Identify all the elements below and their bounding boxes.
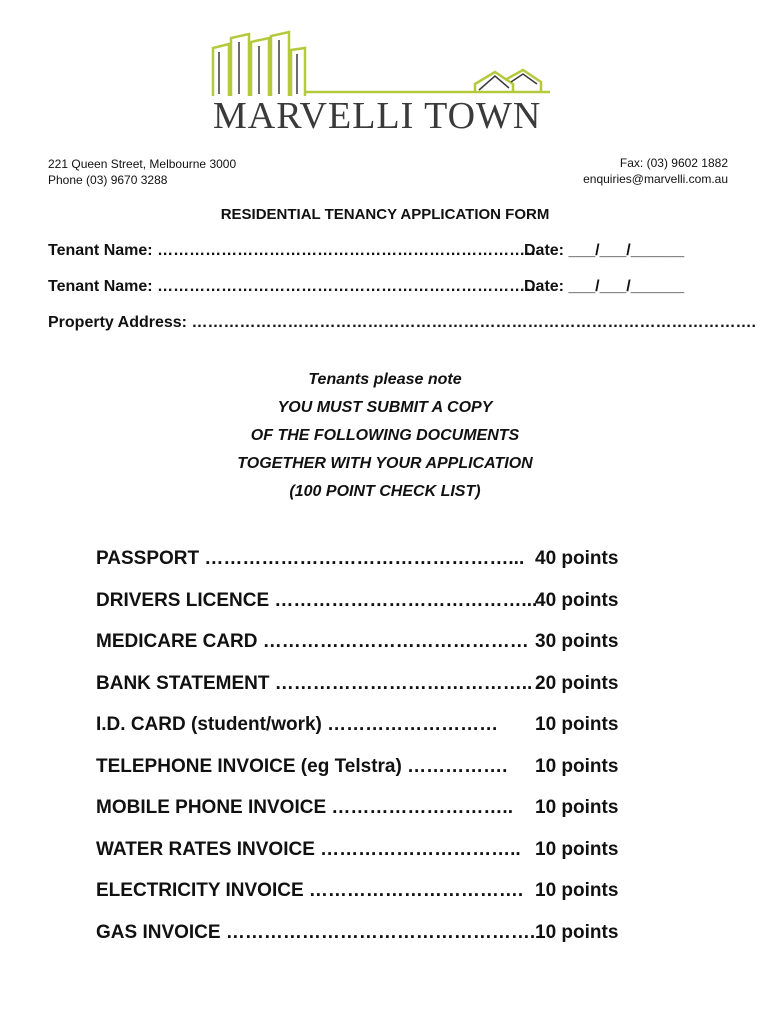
document-points: 40 points [535,548,619,569]
property-address-row [48,314,756,332]
document-points: 10 points [535,921,619,943]
tenant-note [0,366,770,506]
checklist-item [96,797,656,839]
marvelli-town-logo [205,30,565,140]
document-name: WATER RATES INVOICE ………………………….. [96,838,521,860]
tenant-name-field[interactable]: ……………………………………………………………… [157,242,542,259]
document-name: ELECTRICITY INVOICE ……………………………. [96,880,524,901]
contact-left [48,156,236,188]
checklist-item [96,631,656,673]
date-field[interactable]: Date: ___/___/______ [524,278,685,295]
tenant-name-label: Tenant Name: [48,278,153,295]
checklist-item [96,548,656,590]
note-line: Tenants please note [308,371,462,388]
fax-text: Fax: (03) 9602 1882 [619,156,728,170]
document-points: 10 points [535,838,619,860]
document-name: MEDICARE CARD …………………………………… [96,631,529,652]
document-name: PASSPORT …………………………………………... [96,548,525,569]
date-field[interactable]: Date: ___/___/______ [524,242,685,259]
email-text: enquiries@marvelli.com.au [583,172,728,186]
document-points: 30 points [535,631,619,652]
note-line: YOU MUST SUBMIT A COPY [277,399,493,416]
document-points: 10 points [535,797,619,818]
document-points: 40 points [535,589,619,611]
checklist-item [96,922,656,964]
tenant-name-field[interactable]: ……………………………………………………………… [157,278,542,295]
document-points: 10 points [535,755,619,777]
document-points: 10 points [535,880,619,901]
property-address-field[interactable]: ……………………………………………………………………………………………. [191,314,756,331]
document-name: I.D. CARD (student/work) ……………………… [96,714,499,735]
phone-text: Phone (03) 9670 3288 [48,173,168,187]
logo-text: MARVELLI TOWN [213,95,542,137]
form-title: RESIDENTIAL TENANCY APPLICATION FORM [220,206,550,223]
document-name: TELEPHONE INVOICE (eg Telstra) ……………. [96,755,508,777]
tenant-name-label: Tenant Name: [48,242,153,259]
document-name: GAS INVOICE …………………………………………. [96,921,536,943]
document-points: 20 points [535,672,619,694]
note-line: OF THE FOLLOWING DOCUMENTS [250,427,520,444]
property-address-label: Property Address: [48,314,187,331]
point-checklist [96,548,656,963]
document-name: MOBILE PHONE INVOICE ……………………….. [96,797,513,818]
checklist-item [96,756,656,798]
address-text: 221 Queen Street, Melbourne 3000 [48,157,237,171]
checklist-item [96,839,656,881]
note-line: (100 POINT CHECK LIST) [289,483,481,500]
tenant-name-row-1 [48,242,738,260]
document-name: DRIVERS LICENCE …………………………………... [96,589,538,611]
contact-right [583,155,728,187]
checklist-item [96,673,656,715]
note-line: TOGETHER WITH YOUR APPLICATION [237,455,533,472]
checklist-item [96,590,656,632]
checklist-item [96,880,656,922]
tenant-name-row-2 [48,278,738,296]
document-points: 10 points [535,714,619,735]
document-name: BANK STATEMENT ………………………………….. [96,672,533,694]
checklist-item [96,714,656,756]
